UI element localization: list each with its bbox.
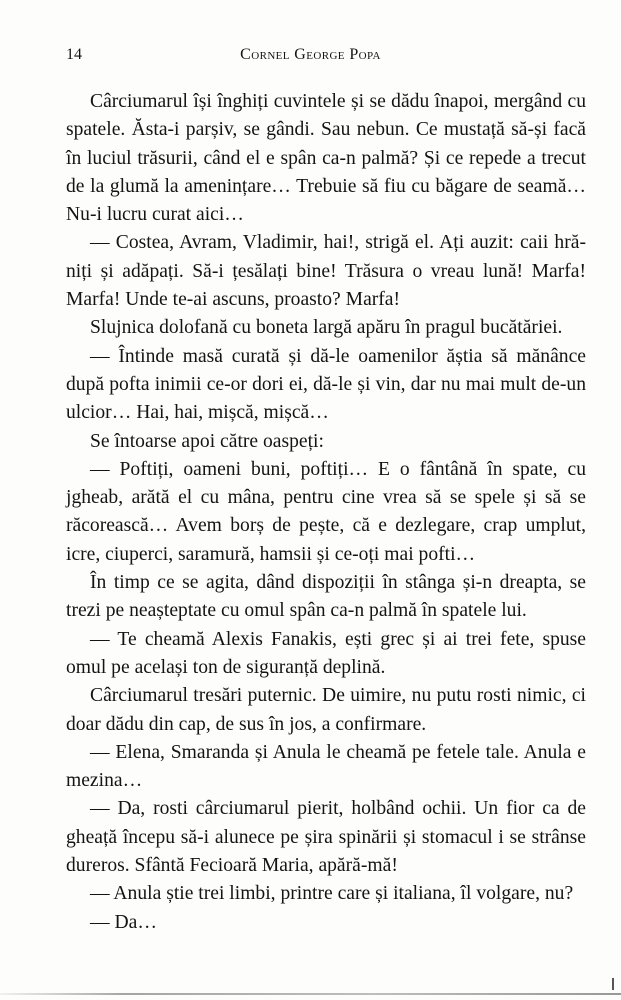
paragraph: Se întoarse apoi către oaspeți: (90, 430, 324, 452)
scan-bottom-edge (0, 993, 621, 995)
running-head: Cornel George Popa (240, 46, 381, 63)
paragraph: — Elena, Smaranda și Anula le cheamă pe fetele tale. Anula e mezina… (66, 741, 586, 792)
paragraph: — Da… (90, 911, 157, 933)
paragraph: Slujnica dolofană cu boneta largă apăru în pragul bucătăriei. (90, 317, 563, 339)
paragraph: În timp ce se agita, dând dispoziții în stânga și-n dreapta, se trezi pe neașteptate cu omul spân ca-n palmă în spatele lui. (66, 572, 586, 622)
paragraph: Cârciumarul tresări puternic. De uimire, nu putu rosti nimic, ci doar dădu din cap, de sus în jos, a confirmare. (66, 685, 586, 735)
paragraph: — Costea, Avram, Vladimir, hai!, strigă el. Ați auzit: caii hrăniți și adăpați. Să-i țesălați bine! Trăsura o vreau lună! Marfa! Marfa! Unde te-ai ascuns, proasto? Marfa! (66, 232, 586, 311)
paragraph: Cârciumarul își înghiți cuvintele și se dădu înapoi, mergând cu spatele. Ăsta-i parșiv, se gândi. Sau nebun. Ce mustață să-și facă în luciul trăsurii, când el e spân ca-n palmă? Și ce repede a trecut de la glumă la amenințare… Trebuie să fiu cu băgare de seamă… Nu-i lucru curat aici… (66, 91, 586, 226)
paragraph: — Anula știe trei limbi, printre care și italiana, îl volgare, nu? (90, 883, 574, 905)
body-text (66, 88, 586, 937)
paragraph: — Poftiți, oameni buni, poftiți… E o fântână în spate, cu jgheab, arătă el cu mâna, pentru cine vrea să se spele și să se răcorească… Avem borș de pește, că e dezlegare, crap umplut, icre, ciuperci, saramură, hamsii și ce-oți mai pofti… (66, 458, 586, 565)
paragraph: — Te cheamă Alexis Fanakis, ești grec și ai trei fete, spuse omul pe același ton de siguranță deplină. (66, 628, 586, 678)
paragraph: — Da, rosti cârciumarul pierit, holbând ochii. Un fior ca de gheață începu să-i alunece pe șira spinării și stomacul i se strânse dureros. Sfântă Fecioară Maria, apără-mă! (66, 798, 586, 877)
page-number: 14 (66, 46, 82, 63)
paragraph: — Întinde masă curată și dă-le oamenilor ăștia să mănânce după pofta inimii ce-or dori ei, dă-le și vin, dar nu mai mult de-un ulcior… Hai, hai, mișcă, mișcă… (66, 345, 586, 424)
scan-edge-mark (612, 978, 614, 990)
